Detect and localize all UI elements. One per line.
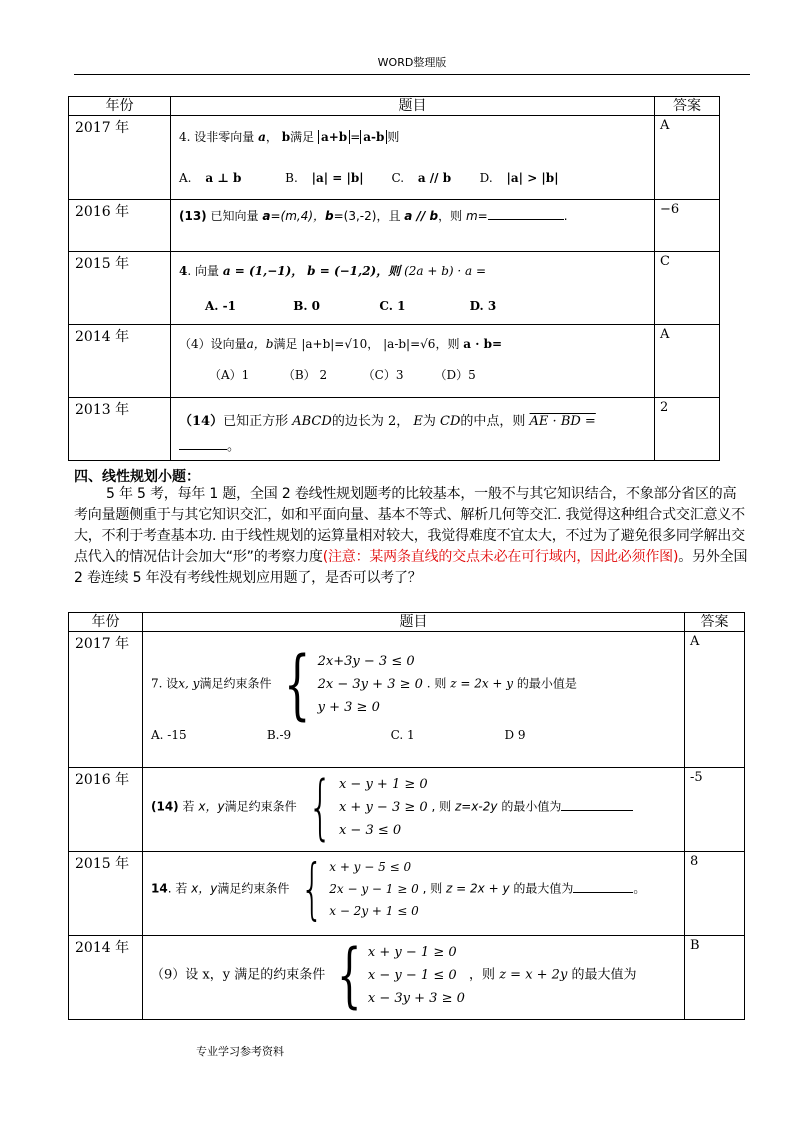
option: D. 3 [469, 299, 497, 313]
q-text: 为 [422, 414, 436, 429]
page-footer: 专业学习参考资料 [196, 1045, 284, 1058]
row-answer: A [685, 632, 745, 768]
constraint: x + y − 1 ≥ 0 [367, 944, 457, 960]
option: C. 1 [390, 728, 415, 742]
header-answer: 答案 [685, 613, 745, 632]
q-text: （4）设向量 [179, 337, 247, 351]
row-answer: 8 [685, 852, 745, 936]
table-row [69, 398, 720, 461]
q-var: x, y [178, 676, 200, 691]
answer-blank [561, 810, 633, 811]
q-text: ，则 [469, 967, 496, 983]
header-answer: 答案 [655, 97, 720, 116]
q-text: 满足约束条件 [224, 799, 297, 814]
option-label: D. [479, 171, 493, 185]
q-text: =(3,-2)，且 [333, 209, 401, 223]
q-text: 满足 [273, 337, 298, 351]
question-cell [171, 398, 655, 461]
option: A. -15 [151, 728, 187, 742]
constraint: x − y − 1 ≤ 0 [367, 967, 457, 983]
q-text: 满足 [290, 130, 315, 144]
q-text: ， [367, 337, 380, 351]
row-answer: B [685, 936, 745, 1020]
row-year: 2017 年 [69, 632, 143, 768]
q-text: ，则 [438, 209, 463, 223]
table-row [69, 200, 720, 252]
q-expr: b = (−1,2)，则 [307, 264, 401, 278]
option-label: A. [179, 171, 192, 185]
row-year: 2014 年 [69, 936, 143, 1020]
header-question: 题目 [143, 613, 685, 632]
q-text: 已知正方形 [223, 414, 289, 429]
q-text: ， [265, 130, 278, 144]
answer-blank [488, 219, 564, 220]
question-cell [143, 936, 685, 1020]
option: （A）1 [209, 368, 250, 382]
q-var: b [281, 130, 291, 144]
q-text: 4. 设非零向量 [179, 130, 255, 144]
table-row [69, 768, 745, 852]
q-text: 满足约束条件 [217, 881, 290, 896]
q-expr: AE · BD = [529, 414, 596, 429]
q-expr: a · b= [463, 337, 503, 351]
q-var: x，y [191, 881, 218, 896]
q-expr: z = 2x + y [446, 881, 510, 896]
option-value: |a| = |b| [311, 171, 364, 185]
q-abs: a-b [360, 130, 387, 144]
constraint: x − 3 ≤ 0 [338, 822, 402, 838]
q-var: E [413, 414, 423, 429]
q-text: . 若 [167, 881, 188, 896]
question-cell [171, 252, 655, 325]
row-year: 2014 年 [69, 325, 171, 398]
q-text: =(m,4)， [270, 209, 326, 223]
question-cell [143, 768, 685, 852]
constraint-system [293, 850, 419, 927]
option: C. 1 [379, 299, 406, 313]
q-expr: |a-b|=√6 [383, 337, 436, 351]
constraint-system [300, 766, 428, 848]
row-answer: C [655, 252, 720, 325]
table-row [69, 116, 720, 200]
q-text: 的边长为 2， [331, 414, 410, 429]
option-value: a ⊥ b [205, 171, 242, 185]
answer-blank [573, 892, 633, 893]
constraint: x + y − 3 ≥ 0 [338, 799, 428, 815]
brace-icon: { [284, 639, 311, 728]
option: （C）3 [362, 368, 404, 382]
q-num: (13) [179, 209, 207, 223]
brace-icon: { [300, 850, 324, 927]
q-text: 的最小值是 [516, 676, 577, 691]
row-year: 2016 年 [69, 768, 143, 852]
constraint: 2x − y − 1 ≥ 0 [329, 882, 419, 896]
row-answer: A [655, 116, 720, 200]
q-text: . 向量 [187, 264, 219, 278]
q-text: 的最大值为 [571, 967, 637, 983]
q-var: ABCD [292, 414, 332, 429]
constraint: x − y + 1 ≥ 0 [338, 776, 428, 792]
constraint: x + y − 5 ≤ 0 [329, 860, 412, 874]
constraint: x − 3y + 3 ≥ 0 [367, 990, 465, 1006]
q-expr: (2a + b) · a = [404, 264, 487, 278]
option: A. -1 [205, 299, 236, 313]
brace-icon: { [337, 934, 362, 1016]
brace-icon: { [308, 766, 333, 848]
q-num: 14 [151, 881, 168, 896]
q-num: 4 [179, 264, 188, 278]
q-abs: a+b [318, 130, 350, 144]
row-answer: A [655, 325, 720, 398]
q-text: 若 [182, 799, 195, 814]
q-text: = [350, 130, 361, 144]
row-year: 2017 年 [69, 116, 171, 200]
q-expr: z = x + 2y [499, 967, 568, 983]
table-row [69, 325, 720, 398]
option-value: |a| > |b| [506, 171, 559, 185]
option: D 9 [504, 728, 526, 742]
para-text: 5 年 5 考，每年 1 题，全国 2 卷线性规划题考的比较基本，一般不与其它知识结合，不象部分省区的高考向量题侧重于与其它知识交汇，如和平面向量、基本不等式、解析几何等交汇. 我觉得这种组合式交汇意义不大，不利于考查基本功. 由于线性规划的运算量相对较大，我觉得难度不宜太大，不过为了避免很多同学解出交点代入的情况估计会加大“形”的考察力度 [74, 486, 745, 565]
q-var: a，b [246, 337, 274, 351]
question-cell [143, 852, 685, 936]
q-text: = [477, 209, 488, 223]
header-year: 年份 [69, 613, 143, 632]
question-cell [171, 325, 655, 398]
option-value: a // b [417, 171, 452, 185]
q-text: 的中点，则 [460, 414, 526, 429]
q-expr: a = (1,−1)， [222, 264, 304, 278]
header-year: 年份 [69, 97, 171, 116]
option: （B） 2 [282, 368, 328, 382]
q-text: ，则 [435, 337, 460, 351]
q-text: 的最小值为 [501, 799, 562, 814]
option-label: C. [391, 171, 405, 185]
q-text: , 则 [431, 799, 452, 814]
question-cell [143, 632, 685, 768]
table-row [69, 852, 745, 936]
option-label: B. [285, 171, 298, 185]
option: B.-9 [266, 728, 292, 742]
constraint: x − 2y + 1 ≤ 0 [329, 904, 419, 918]
answer-blank [179, 449, 227, 450]
table-row [69, 632, 745, 768]
q-num: （14） [179, 414, 224, 429]
q-var: m [465, 209, 478, 223]
linear-programming-table [68, 612, 745, 1020]
q-text: 则 [387, 130, 400, 144]
q-expr: z=x-2y [454, 799, 498, 814]
q-var: x，y [198, 799, 225, 814]
constraint: 2x+3y − 3 ≤ 0 [317, 653, 415, 669]
q-expr: |a+b|=√10 [301, 337, 368, 351]
q-expr: z = 2x + y [450, 676, 514, 691]
option: （D）5 [434, 368, 476, 382]
row-answer: -5 [685, 768, 745, 852]
q-text: 7. 设 [151, 676, 179, 691]
q-text: 满足约束条件 [199, 676, 272, 691]
page-header: WORD整理版 [74, 56, 750, 75]
constraint-system [275, 639, 423, 728]
q-text: . [563, 209, 568, 223]
row-year: 2015 年 [69, 852, 143, 936]
vector-questions-table [68, 96, 720, 461]
row-year: 2013 年 [69, 398, 171, 461]
table-row [69, 936, 745, 1020]
table-row [69, 252, 720, 325]
section-paragraph [74, 484, 750, 589]
q-text: 的最大值为 [513, 881, 574, 896]
q-text: , 则 [422, 881, 443, 896]
table-header-row [69, 97, 720, 116]
row-answer: −6 [655, 200, 720, 252]
q-var: b [325, 209, 334, 223]
q-num: (14) [151, 799, 179, 814]
q-var: CD [440, 414, 461, 429]
section-title: 四、线性规划小题： [74, 469, 200, 485]
q-text: 。 [633, 881, 646, 896]
header-question: 题目 [171, 97, 655, 116]
q-var: a [258, 130, 266, 144]
option: B. 0 [293, 299, 321, 313]
row-year: 2015 年 [69, 252, 171, 325]
q-var: a // b [404, 209, 439, 223]
q-text: 。 [227, 439, 241, 454]
table-header-row [69, 613, 745, 632]
q-text: . 则 [426, 676, 447, 691]
constraint: 2x − 3y + 3 ≥ 0 [317, 676, 423, 692]
q-text: 已知向量 [210, 209, 259, 223]
q-text: 设 x，y 满足的约束条件 [185, 967, 326, 983]
row-year: 2016 年 [69, 200, 171, 252]
constraint: y + 3 ≥ 0 [317, 699, 380, 715]
q-num: （9） [151, 967, 186, 983]
para-text: 。另外全国 2 卷连续 5 年没有考线性规划应用题了，是否可以考了？ [74, 549, 748, 586]
question-cell [171, 200, 655, 252]
row-answer: 2 [655, 398, 720, 461]
question-cell [171, 116, 655, 200]
para-highlight: (注意：某两条直线的交点未必在可行域内，因此必须作图) [322, 549, 679, 565]
q-var: a [262, 209, 271, 223]
constraint-system [329, 934, 465, 1016]
